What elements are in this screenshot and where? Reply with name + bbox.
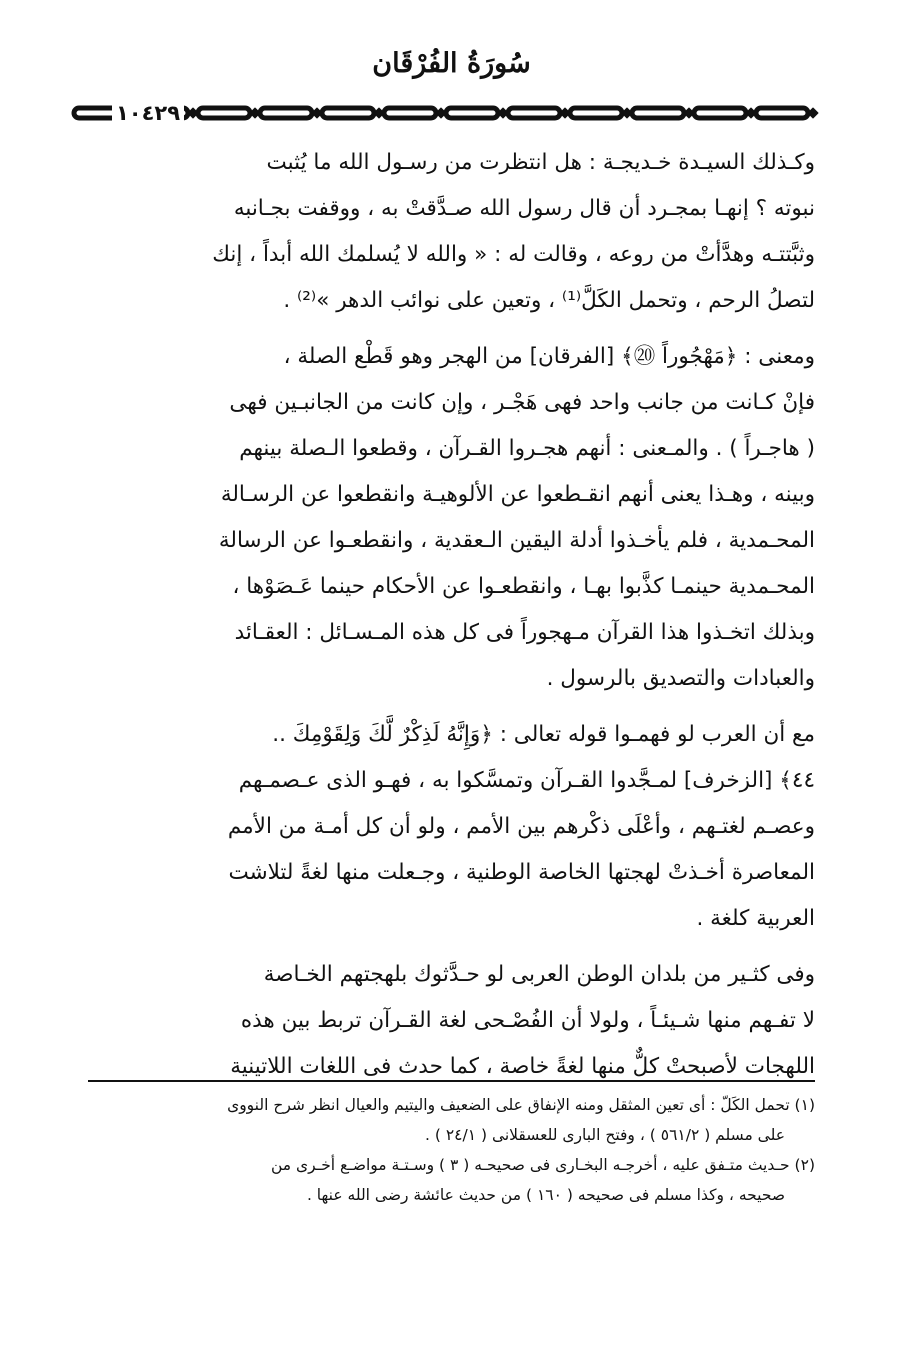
text-line: المعاصرة أخـذتْ لهجتها الخاصة الوطنية ، وجـعلت منها لغةً لتلاشت bbox=[228, 860, 815, 885]
footnote-line: صحيحه ، وكذا مسلم فى صحيحه ( ١٦٠ ) من حديث عائشة رضى الله عنها . bbox=[306, 1186, 785, 1204]
surah-title: سُورَةُ الفُرْقَان bbox=[372, 48, 531, 79]
footnote-line: على مسلم ( ٥٦١/٢ ) ، وفتح البارى للعسقلانى ( ٢٤/١ ) . bbox=[425, 1126, 785, 1144]
text-line: لتصلُ الرحم ، وتحمل الكَلَّ⁽¹⁾ ، وتعين على نوائب الدهر »⁽²⁾ . bbox=[283, 288, 815, 313]
footnote-line: (١) تحمل الكَلّ : أى تعين المثقل ومنه الإنفاق على الضعيف واليتيم والعيال انظر شرح النووى bbox=[227, 1096, 815, 1114]
text-line: مع أن العرب لو فهمـوا قوله تعالى : ﴿وَإِنَّهُ لَذِكْرٌ لَّكَ وَلِقَوْمِكَ .. bbox=[272, 722, 815, 747]
text-line: اللهجات لأصبحتْ كلٌّ منها لغةً خاصة ، كما حدث فى اللغات اللاتينية bbox=[230, 1054, 815, 1079]
text-line: ( هاجـراً ) . والمـعنى : أنهم هجـروا القـرآن ، وقطعوا الـصلة بينهم bbox=[239, 436, 815, 461]
text-line: المحـمدية ، فلم يأخـذوا أدلة اليقين الـعقدية ، وانقطعـوا عن الرسالة bbox=[218, 528, 815, 553]
text-line: وفى كثـير من بلدان الوطن العربى لو حـدَّثوك بلهجتهم الخـاصة bbox=[263, 962, 815, 987]
text-line: وكـذلك السيـدة خـديجـة : هل انتظرت من رسـول الله ما يُثبت bbox=[266, 150, 815, 175]
paragraph-4 bbox=[88, 952, 815, 1090]
main-text bbox=[88, 140, 815, 1090]
paragraph-2 bbox=[88, 334, 815, 702]
text-line: وبينه ، وهـذا يعنى أنهم انقـطعوا عن الألوهيـة وانقطعوا عن الرسـالة bbox=[220, 482, 815, 507]
ornament-chain-icon bbox=[70, 96, 832, 130]
footnote-1 bbox=[88, 1090, 815, 1150]
text-line: ومعنى : ﴿مَهْجُوراً ⑳﴾ [الفرقان] من الهجر وهو قَطْع الصلة ، bbox=[283, 344, 815, 369]
text-line: وثبَّتتـه وهدَّأتْ من روعه ، وقالت له : « والله لا يُسلمك الله أبداً ، إنك bbox=[212, 242, 815, 267]
text-line: نبوته ؟ إنهـا بمجـرد أن قال رسول الله صـدَّقتْ به ، ووقفت بجـانبه bbox=[233, 196, 815, 221]
footnote-line: (٢) حـديث متـفق عليه ، أخرجـه البخـارى فى صحيحـه ( ٣ ) وسـتـة مواضـع أخـرى من bbox=[270, 1156, 815, 1174]
footnotes bbox=[88, 1080, 815, 1210]
page-number: ١٠٤٢٩ bbox=[112, 96, 184, 130]
text-line: ٤٤﴾ [الزخرف] لمـجَّدوا القـرآن وتمسَّكوا به ، فهـو الذى عـصمـهم bbox=[238, 768, 815, 793]
text-line: وعصـم لغتـهم ، وأعْلَى ذكْرهم بين الأمم ، ولو أن كل أمـة من الأمم bbox=[227, 814, 815, 839]
header-ornament bbox=[70, 96, 832, 130]
text-line: لا تفـهم منها شـيئـاً ، ولولا أن الفُصْـحى لغة القـرآن تربط بين هذه bbox=[240, 1008, 815, 1033]
paragraph-1 bbox=[88, 140, 815, 324]
text-line: المحـمدية حينمـا كذَّبوا بهـا ، وانقطعـوا عن الأحكام حينما عَـصَوْها ، bbox=[232, 574, 815, 599]
paragraph-3 bbox=[88, 712, 815, 942]
text-line: العربية كلغة . bbox=[696, 906, 815, 931]
footnote-2 bbox=[88, 1150, 815, 1210]
text-line: فإنْ كـانت من جانب واحد فهى هَجْـر ، وإن كانت من الجانبـين فهى bbox=[229, 390, 815, 415]
text-line: وبذلك اتخـذوا هذا القرآن مـهجوراً فى كل هذه المـسـائل : العقـائد bbox=[234, 620, 815, 645]
text-line: والعبادات والتصديق بالرسول . bbox=[546, 666, 815, 691]
